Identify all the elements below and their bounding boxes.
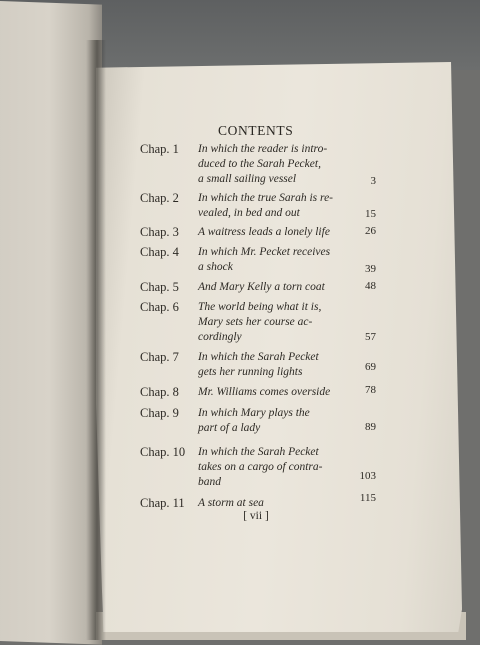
chapter-title-line: In which the reader is intro- <box>198 143 328 155</box>
chapter-page-number: 115 <box>359 492 376 504</box>
chapter-title-line: a shock <box>198 261 233 273</box>
page-title: CONTENTS <box>218 123 294 138</box>
chapter-page-number: 89 <box>365 421 376 433</box>
chapter-title-line: band <box>198 476 221 488</box>
chapter-title-line: Mary sets her course ac- <box>198 316 313 328</box>
chapter-title-line: cordingly <box>198 331 242 343</box>
chapter-page-number: 39 <box>365 263 376 275</box>
chapter-title-line: In which Mary plays the <box>198 407 310 419</box>
chapter-page-number: 3 <box>370 175 376 187</box>
chapter-page-number: 69 <box>365 361 376 373</box>
chapter-title-line: The world being what it is, <box>198 301 322 313</box>
chapter-label: Chap. 9 <box>140 406 179 420</box>
chapter-title-line: And Mary Kelly a torn coat <box>198 281 325 293</box>
chapter-page-number: 26 <box>365 225 376 237</box>
chapter-title-line: In which the Sarah Pecket <box>198 446 319 458</box>
chapter-label: Chap. 4 <box>140 245 179 259</box>
chapter-page-number: 48 <box>365 280 376 292</box>
chapter-title-line: A storm at sea <box>198 497 264 509</box>
chapter-label: Chap. 3 <box>140 225 179 239</box>
chapter-label: Chap. 5 <box>140 280 179 294</box>
chapter-page-number: 103 <box>359 470 376 482</box>
chapter-title-line: In which Mr. Pecket receives <box>198 246 331 258</box>
chapter-title-line: part of a lady <box>198 422 261 434</box>
chapter-label: Chap. 8 <box>140 385 179 399</box>
chapter-title-line: In which the true Sarah is re- <box>198 192 334 204</box>
chapter-title-line: vealed, in bed and out <box>198 207 300 219</box>
book-gutter <box>86 40 106 640</box>
chapter-title-line: gets her running lights <box>198 366 303 378</box>
chapter-page-number: 57 <box>365 331 376 343</box>
chapter-title-line: a small sailing vessel <box>198 173 297 185</box>
chapter-title-line: duced to the Sarah Pecket, <box>198 158 321 170</box>
chapter-page-number: 15 <box>365 208 376 220</box>
chapter-title-line: Mr. Williams comes overside <box>198 386 331 398</box>
chapter-label: Chap. 6 <box>140 300 179 314</box>
chapter-title-line: A waitress leads a lonely life <box>198 226 330 238</box>
chapter-label: Chap. 1 <box>140 142 179 156</box>
chapter-title <box>198 445 370 490</box>
chapter-page-number: 78 <box>365 384 376 396</box>
chapter-label: Chap. 2 <box>140 191 179 205</box>
page-folio: [ vii ] <box>243 510 269 522</box>
chapter-title-line: takes on a cargo of contra- <box>198 461 323 473</box>
chapter-label: Chap. 7 <box>140 350 179 364</box>
chapter-label: Chap. 11 <box>140 496 185 510</box>
chapter-title-line: In which the Sarah Pecket <box>198 351 319 363</box>
chapter-label: Chap. 10 <box>140 445 186 459</box>
